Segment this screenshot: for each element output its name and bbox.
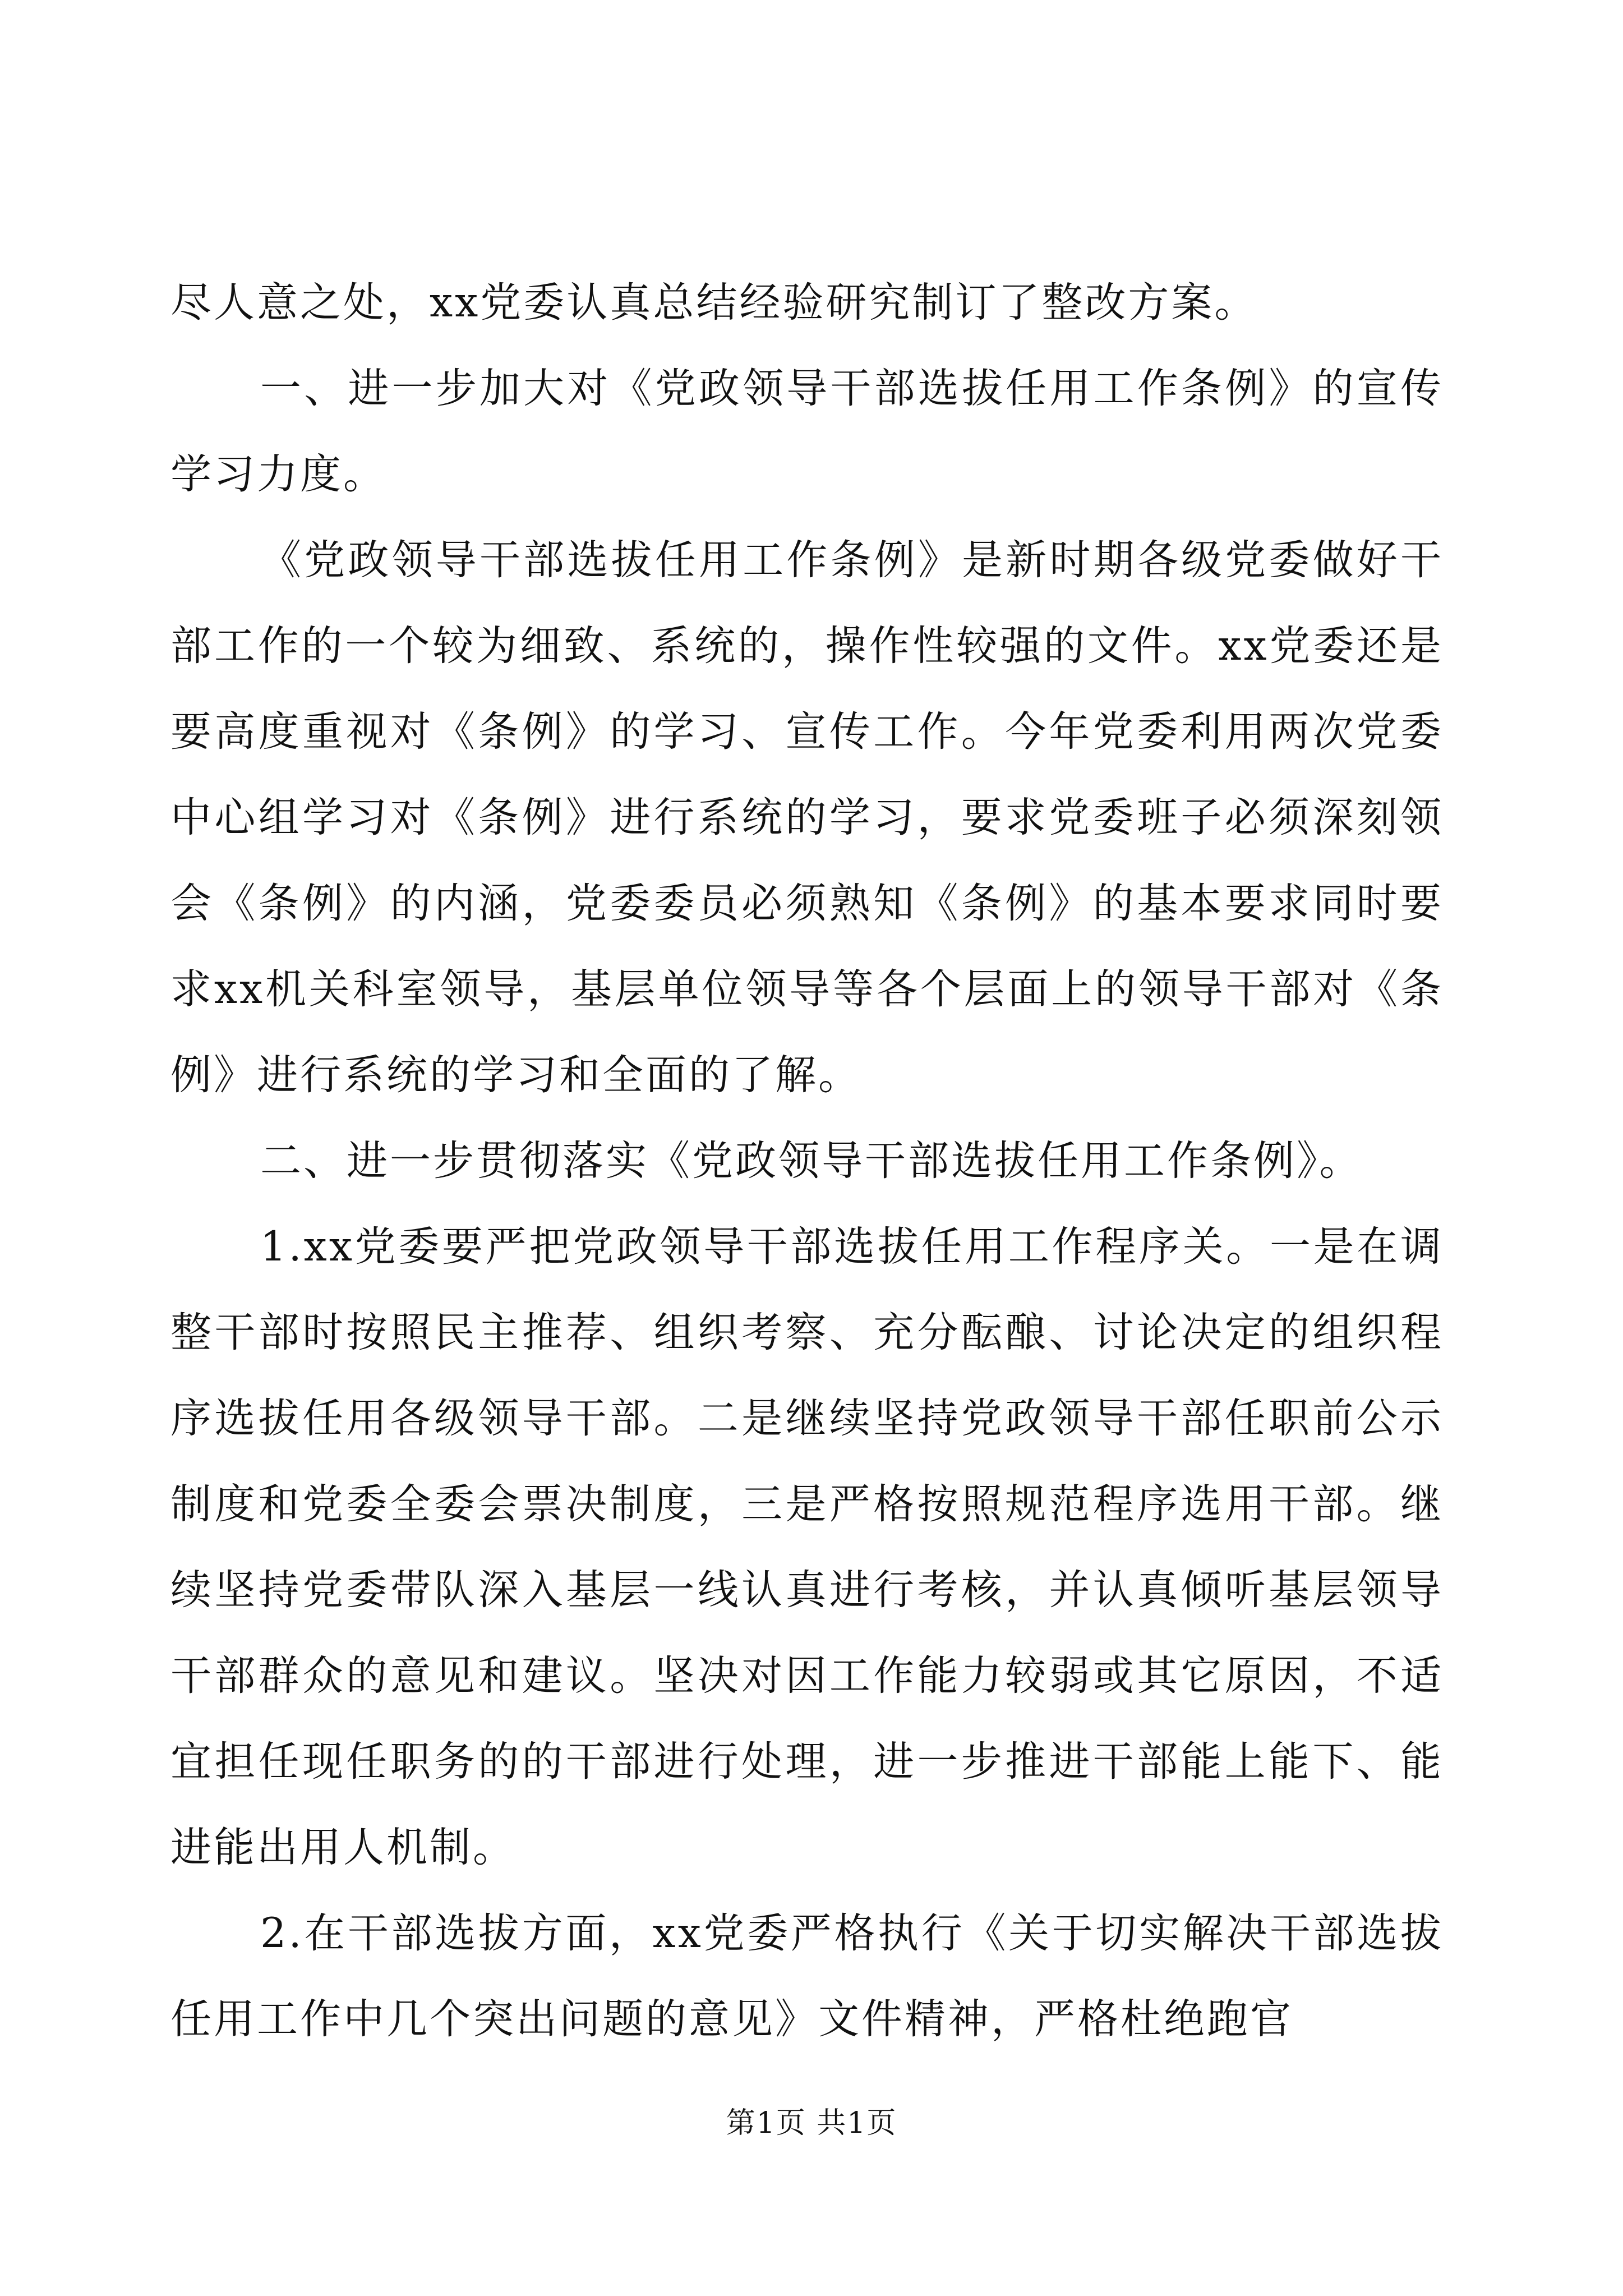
paragraph-continuation: 尽人意之处，xx党委认真总结经验研究制订了整改方案。 [170, 279, 1258, 326]
page-number-footer: 第1页 共1页 [726, 2106, 897, 2140]
section-heading-2: 二、进一步贯彻落实《党政领导干部选拔任用工作条例》。 [260, 1137, 1363, 1185]
section-heading-1: 一、进一步加大对《党政领导干部选拔任用工作条例》的宣传学习力度。 [170, 365, 1444, 498]
document-body [170, 260, 1444, 2062]
paragraph-item-1: 1.xx党委要严把党政领导干部选拔任用工作程序关。一是在调整干部时按照民主推荐、组织考察、充分酝酿、讨论决定的组织程序选拔任用各级领导干部。二是继续坚持党政领导干部任职前公示制度和党委全委会票决制度，三是严格按照规范程序选用干部。继续坚持党委带队深入基层一线认真进行考核，并认真倾听基层领导干部群众的意见和建议。坚决对因工作能力较弱或其它原因，不适宜担任现任职务的的干部进行处理，进一步推进干部能上能下、能进能出用人机制。 [170, 1223, 1444, 1871]
paragraph-regulations-study: 《党政领导干部选拔任用工作条例》是新时期各级党委做好干部工作的一个较为细致、系统的，操作性较强的文件。xx党委还是要高度重视对《条例》的学习、宣传工作。今年党委利用两次党委中心组学习对《条例》进行系统的学习，要求党委班子必须深刻领会《条例》的内涵，党委委员必须熟知《条例》的基本要求同时要求xx机关科室领导，基层单位领导等各个层面上的领导干部对《条例》进行系统的学习和全面的了解。 [170, 536, 1444, 1099]
paragraph-item-2: 2.在干部选拔方面，xx党委严格执行《关于切实解决干部选拔任用工作中几个突出问题的意见》文件精神，严格杜绝跑官 [170, 1910, 1444, 2043]
